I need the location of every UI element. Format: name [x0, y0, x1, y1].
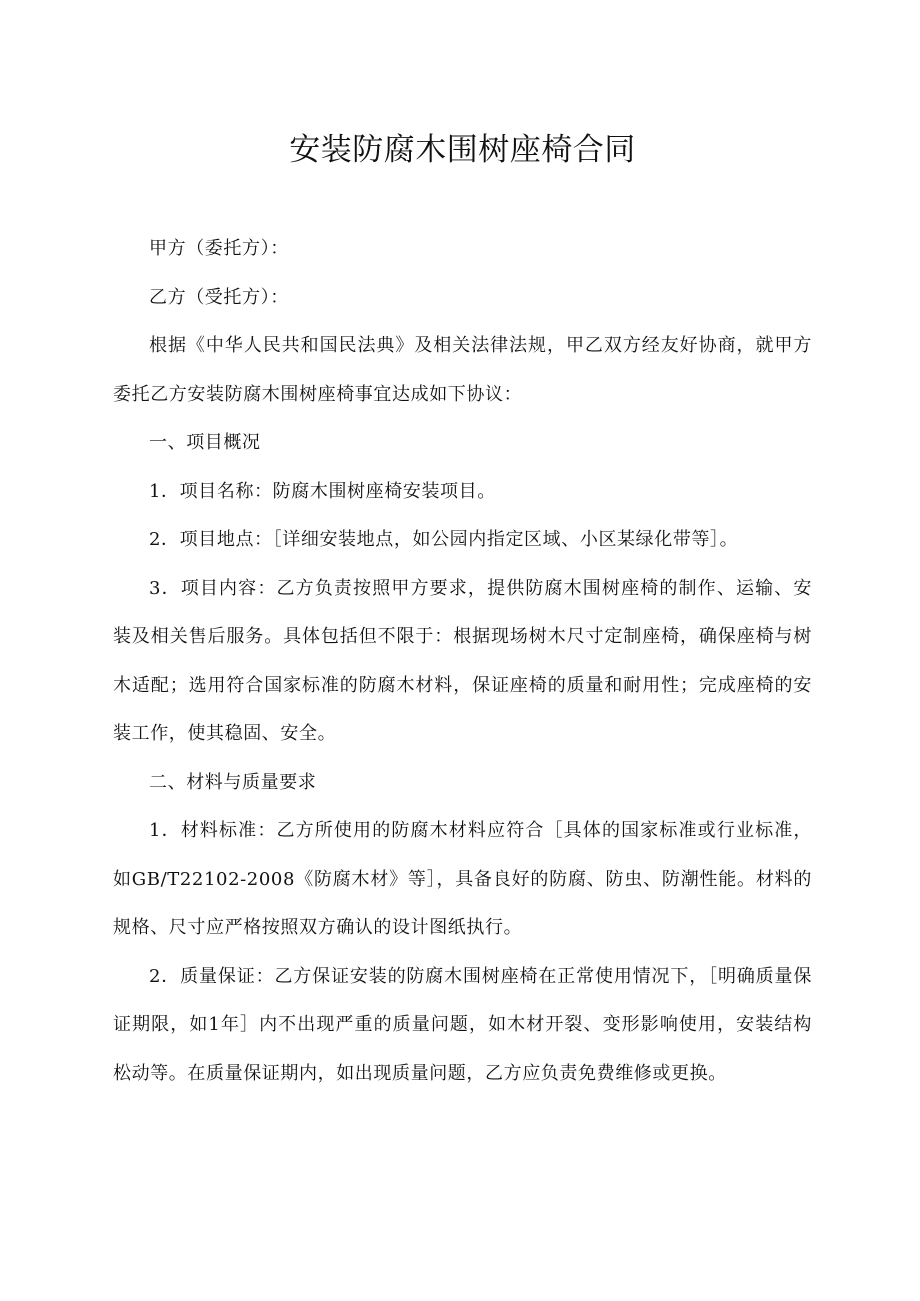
clause-quality-guarantee: 2．质量保证：乙方保证安装的防腐木围树座椅在正常使用情况下，［明确质量保证期限，如1年］内不出现严重的质量问题，如木材开裂、变形影响使用，安装结构松动等。在质量保证期内，如出现质量问题，乙方应负责免费维修或更换。 [113, 965, 812, 1084]
section-heading-materials-quality: 二、材料与质量要求 [149, 771, 317, 793]
document-body [113, 225, 812, 1098]
clause-project-content: 3．项目内容：乙方负责按照甲方要求，提供防腐木围树座椅的制作、运输、安装及相关售后服务。具体包括但不限于：根据现场树木尺寸定制座椅，确保座椅与树木适配；选用符合国家标准的防腐木材料，保证座椅的质量和耐用性；完成座椅的安装工作，使其稳固、安全。 [113, 577, 812, 744]
party-a-line: 甲方（委托方）： [149, 238, 289, 259]
clause-project-location: 2．项目地点：［详细安装地点，如公园内指定区域、小区某绿化带等］。 [149, 529, 739, 550]
preamble-paragraph: 根据《中华人民共和国民法典》及相关法律法规，甲乙双方经友好协商，就甲方委托乙方安装防腐木围树座椅事宜达成如下协议： [113, 335, 812, 405]
clause-project-name: 1．项目名称：防腐木围树座椅安装项目。 [149, 480, 496, 502]
clause-material-standard: 1．材料标准：乙方所使用的防腐木材料应符合［具体的国家标准或行业标准，如GB/T22102-2008《防腐木材》等］，具备良好的防腐、防虫、防潮性能。材料的规格、尺寸应严格按照双方确认的设计图纸执行。 [113, 820, 812, 938]
document-title: 安装防腐木围树座椅合同 [289, 132, 636, 168]
section-heading-project-overview: 一、项目概况 [149, 432, 261, 453]
party-b-line: 乙方（受托方）： [149, 286, 289, 308]
